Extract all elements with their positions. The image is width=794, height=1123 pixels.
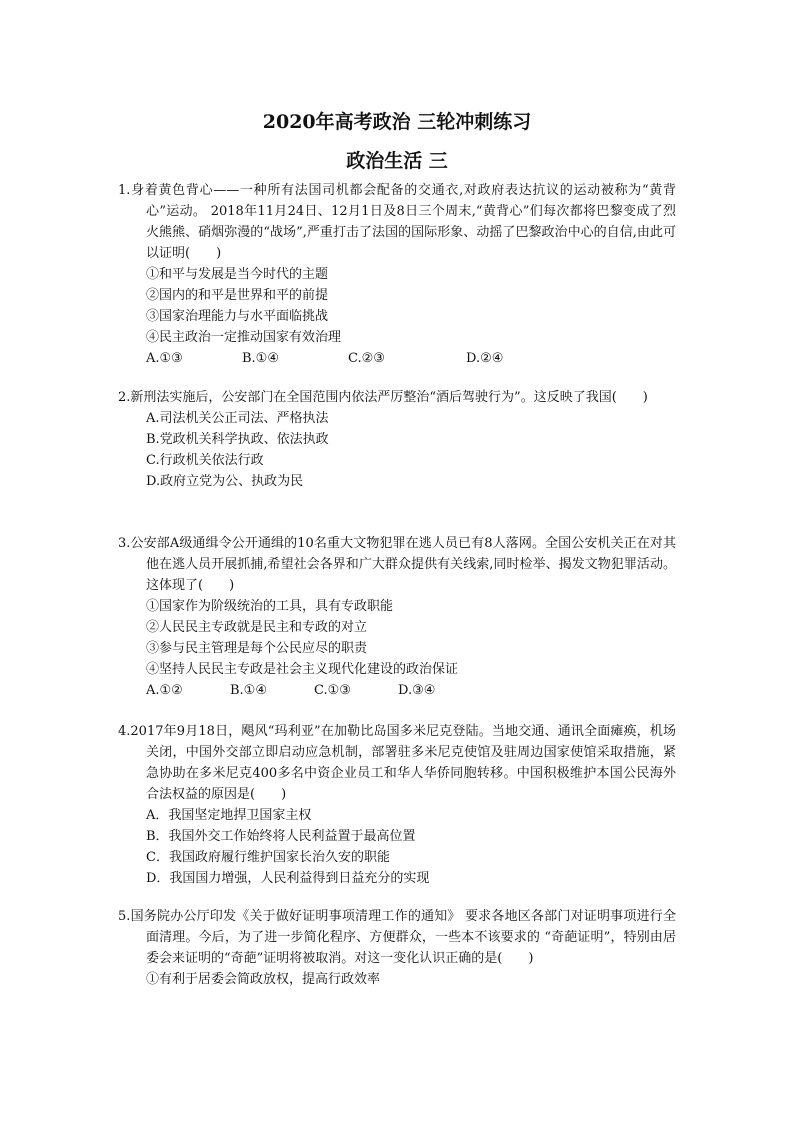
- page-title: 2020年高考政治 三轮冲刺练习: [262, 111, 532, 133]
- question-stem: 4.2017年9月18日，飓风“玛利亚”在加勒比岛国多米尼克登陆。当地交通、通讯全面瘫痪，机场关闭，中国外交部立即启动应急机制，部署驻多米尼克使馆及驻周边国家使馆采取措施，紧急协助在多米尼克400多名中资企业员工和华人华侨同胞转移。中国积极维护本国公民海外合法权益的原因是( ): [118, 724, 676, 802]
- option-item: ③参与民主管理是每个公民应尽的职责: [146, 641, 368, 656]
- option-item: ②国内的和平是世界和平的前提: [146, 288, 329, 303]
- option-item: ①有利于居委会简政放权，提高行政效率: [146, 972, 381, 987]
- question-1: [118, 180, 676, 369]
- choice-b: B.①④: [230, 683, 267, 698]
- choice-c: C.①③: [314, 683, 351, 698]
- choice-d: D.②④: [466, 351, 504, 366]
- option-item: B．我国外交工作始终将人民利益置于最高位置: [146, 829, 416, 844]
- option-item: C.行政机关依法行政: [146, 453, 264, 468]
- question-stem: 1.身着黄色背心——一种所有法国司机都会配备的交通衣,对政府表达抗议的运动被称为“黄背心”运动。 2018年11月24日、12月1日及8日三个周末,“黄背心”们每次都将巴黎变成了烈火熊熊、硝烟弥漫的“战场”,严重打击了法国的国际形象、动摇了巴黎政治中心的自信,由此可以证明( ): [118, 183, 676, 261]
- answer-choices: [118, 680, 676, 701]
- option-item: D.政府立党为公、执政为民: [146, 474, 304, 489]
- page-subtitle: 政治生活 三: [346, 150, 448, 172]
- question-stem: 2.新刑法实施后，公安部门在全国范围内依法严厉整治“酒后驾驶行为”。这反映了我国( ): [118, 390, 648, 405]
- question-3: [118, 533, 676, 701]
- option-item: ①和平与发展是当今时代的主题: [146, 267, 329, 282]
- question-stem: 3.公安部A级通缉令公开通缉的10名重大文物犯罪在逃人员已有8人落网。全国公安机关正在对其他在逃人员开展抓捕,希望社会各界和广大群众提供有关线索,同时检举、揭发文物犯罪活动。这体现了( ): [118, 536, 676, 593]
- question-2: [118, 387, 676, 492]
- option-item: ①国家作为阶级统治的工具，具有专政职能: [146, 599, 394, 614]
- option-item: ③国家治理能力与水平面临挑战: [146, 309, 329, 324]
- option-item: B.党政机关科学执政、依法执政: [146, 432, 329, 447]
- question-4: [118, 721, 676, 889]
- choice-a: A.①②: [146, 683, 183, 698]
- option-item: A．我国坚定地捍卫国家主权: [146, 808, 312, 823]
- question-5: [118, 906, 676, 990]
- option-item: ②人民民主专政就是民主和专政的对立: [146, 620, 368, 635]
- option-item: ④民主政治一定推动国家有效治理: [146, 330, 342, 345]
- option-item: ④坚持人民民主专政是社会主义现代化建设的政治保证: [146, 662, 459, 677]
- choice-d: D.③④: [398, 683, 436, 698]
- question-stem: 5.国务院办公厅印发《关于做好证明事项清理工作的通知》 要求各地区各部门对证明事项进行全面清理。今后，为了进一步简化程序、方便群众，一些本不该要求的 “奇葩证明”，特别由居委会来证明的“奇葩”证明将被取消。对这一变化认识正确的是( ): [118, 909, 676, 966]
- choice-b: B.①④: [242, 351, 279, 366]
- option-item: C．我国政府履行维护国家长治久安的职能: [146, 850, 390, 865]
- option-item: D．我国国力增强，人民利益得到日益充分的实现: [146, 871, 430, 886]
- choice-c: C.②③: [348, 351, 385, 366]
- option-item: A.司法机关公正司法、严格执法: [146, 411, 329, 426]
- answer-choices: [118, 348, 676, 369]
- choice-a: A.①③: [146, 351, 183, 366]
